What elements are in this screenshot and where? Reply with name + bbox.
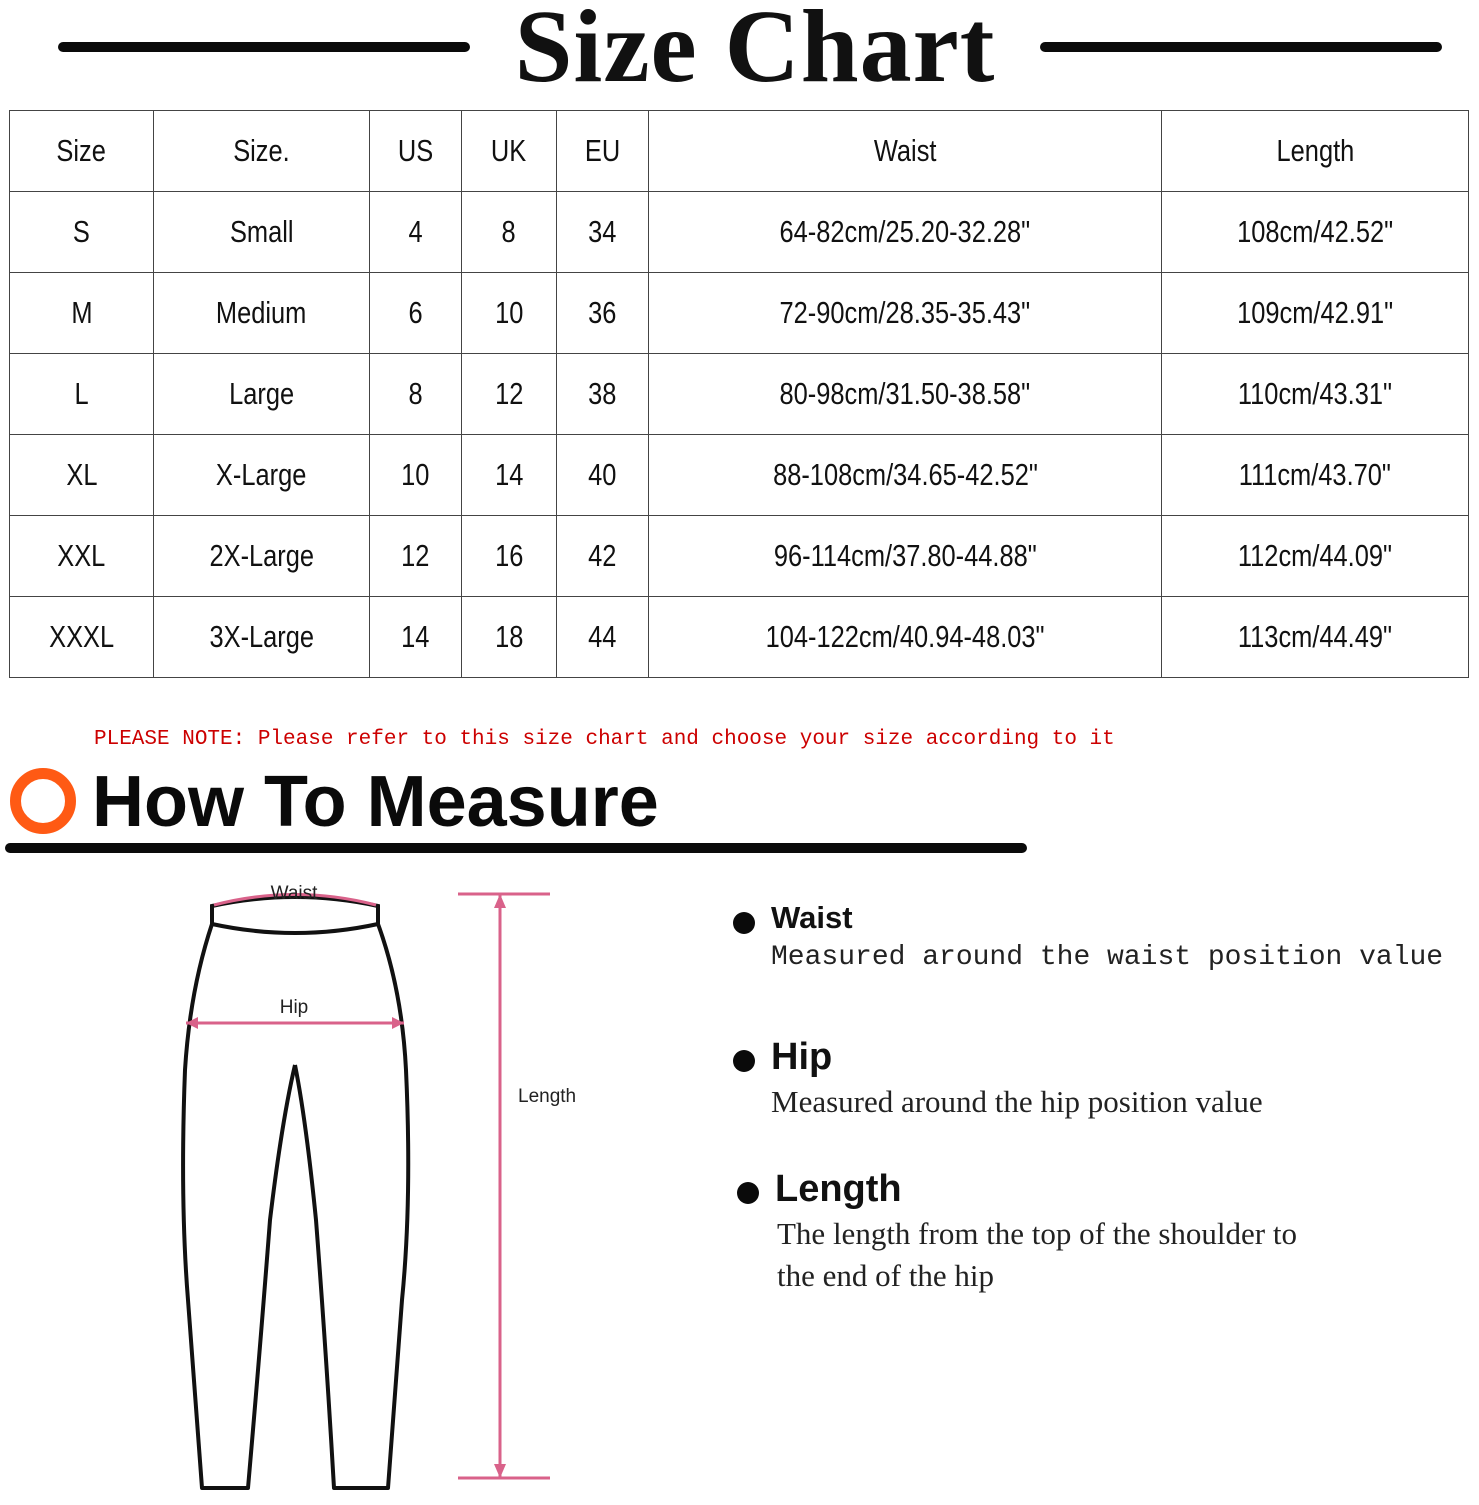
title-rule-left	[58, 42, 470, 52]
table-cell: L	[10, 354, 154, 435]
bullet-dot	[737, 1182, 759, 1204]
table-cell: XXXL	[10, 597, 154, 678]
table-cell: 16	[462, 516, 557, 597]
table-cell: S	[10, 192, 154, 273]
table-cell: 96-114cm/37.80-44.88"	[649, 516, 1162, 597]
table-cell: 36	[557, 273, 649, 354]
table-cell: X-Large	[154, 435, 370, 516]
table-cell: 88-108cm/34.65-42.52"	[649, 435, 1162, 516]
column-header: Size.	[154, 111, 370, 192]
measure-description: the end of the hip	[777, 1258, 994, 1293]
table-cell: 6	[370, 273, 462, 354]
table-cell: 2X-Large	[154, 516, 370, 597]
pants-outline-left	[183, 924, 295, 1488]
size-chart-header	[0, 0, 1479, 104]
table-cell: 112cm/44.09"	[1162, 516, 1469, 597]
table-cell: 104-122cm/40.94-48.03"	[649, 597, 1162, 678]
table-cell: M	[10, 273, 154, 354]
table-cell: 18	[462, 597, 557, 678]
table-header-row	[10, 111, 1469, 192]
table-cell: 64-82cm/25.20-32.28"	[649, 192, 1162, 273]
section-title: How To Measure	[92, 762, 659, 842]
table-cell: Medium	[154, 273, 370, 354]
table-cell: 12	[370, 516, 462, 597]
table-cell: 111cm/43.70"	[1162, 435, 1469, 516]
table-cell: 109cm/42.91"	[1162, 273, 1469, 354]
table-cell: 12	[462, 354, 557, 435]
bullet-dot	[733, 1050, 755, 1072]
measure-heading: Hip	[771, 1036, 833, 1078]
table-cell: 108cm/42.52"	[1162, 192, 1469, 273]
table-cell: 3X-Large	[154, 597, 370, 678]
table-cell: XXL	[10, 516, 154, 597]
length-arrow-top	[494, 894, 506, 908]
column-header: Size	[10, 111, 154, 192]
column-header: EU	[557, 111, 649, 192]
size-table	[9, 110, 1469, 678]
measure-diagram	[150, 870, 620, 1500]
table-cell: 10	[370, 435, 462, 516]
measure-description: Measured around the waist position value	[771, 942, 1444, 973]
table-cell: 38	[557, 354, 649, 435]
waist-label: Waist	[270, 883, 318, 904]
measure-heading: Waist	[771, 900, 853, 935]
table-cell: 14	[462, 435, 557, 516]
length-label: Length	[518, 1086, 577, 1107]
table-cell: 110cm/43.31"	[1162, 354, 1469, 435]
table-row	[10, 354, 1469, 435]
measure-heading: Length	[775, 1168, 902, 1210]
table-row	[10, 597, 1469, 678]
table-cell: 44	[557, 597, 649, 678]
table-row	[10, 516, 1469, 597]
section-underline	[5, 843, 1027, 853]
table-row	[10, 273, 1469, 354]
table-cell: 34	[557, 192, 649, 273]
hip-label: Hip	[279, 997, 309, 1018]
table-cell: XL	[10, 435, 154, 516]
table-cell: 80-98cm/31.50-38.58"	[649, 354, 1162, 435]
measure-description: Measured around the hip position value	[771, 1084, 1263, 1119]
table-cell: 14	[370, 597, 462, 678]
column-header: US	[370, 111, 462, 192]
table-cell: 8	[370, 354, 462, 435]
pants-diagram	[150, 870, 620, 1500]
table-cell: 10	[462, 273, 557, 354]
table-cell: Large	[154, 354, 370, 435]
table-cell: 113cm/44.49"	[1162, 597, 1469, 678]
ring-icon	[10, 768, 76, 834]
table-cell: 4	[370, 192, 462, 273]
table-cell: 40	[557, 435, 649, 516]
page-title: Size Chart	[514, 0, 996, 104]
table-cell: 42	[557, 516, 649, 597]
table-row	[10, 192, 1469, 273]
table-cell: 8	[462, 192, 557, 273]
column-header: Length	[1162, 111, 1469, 192]
bullet-dot	[733, 912, 755, 934]
length-arrow-bottom	[494, 1464, 506, 1478]
table-cell: 72-90cm/28.35-35.43"	[649, 273, 1162, 354]
title-rule-right	[1040, 42, 1442, 52]
column-header: UK	[462, 111, 557, 192]
size-note: PLEASE NOTE: Please refer to this size chart and choose your size according to it	[94, 728, 1115, 751]
table-row	[10, 435, 1469, 516]
measure-description: The length from the top of the shoulder to	[777, 1216, 1297, 1251]
column-header: Waist	[649, 111, 1162, 192]
pants-outline-right	[295, 924, 408, 1488]
table-cell: Small	[154, 192, 370, 273]
